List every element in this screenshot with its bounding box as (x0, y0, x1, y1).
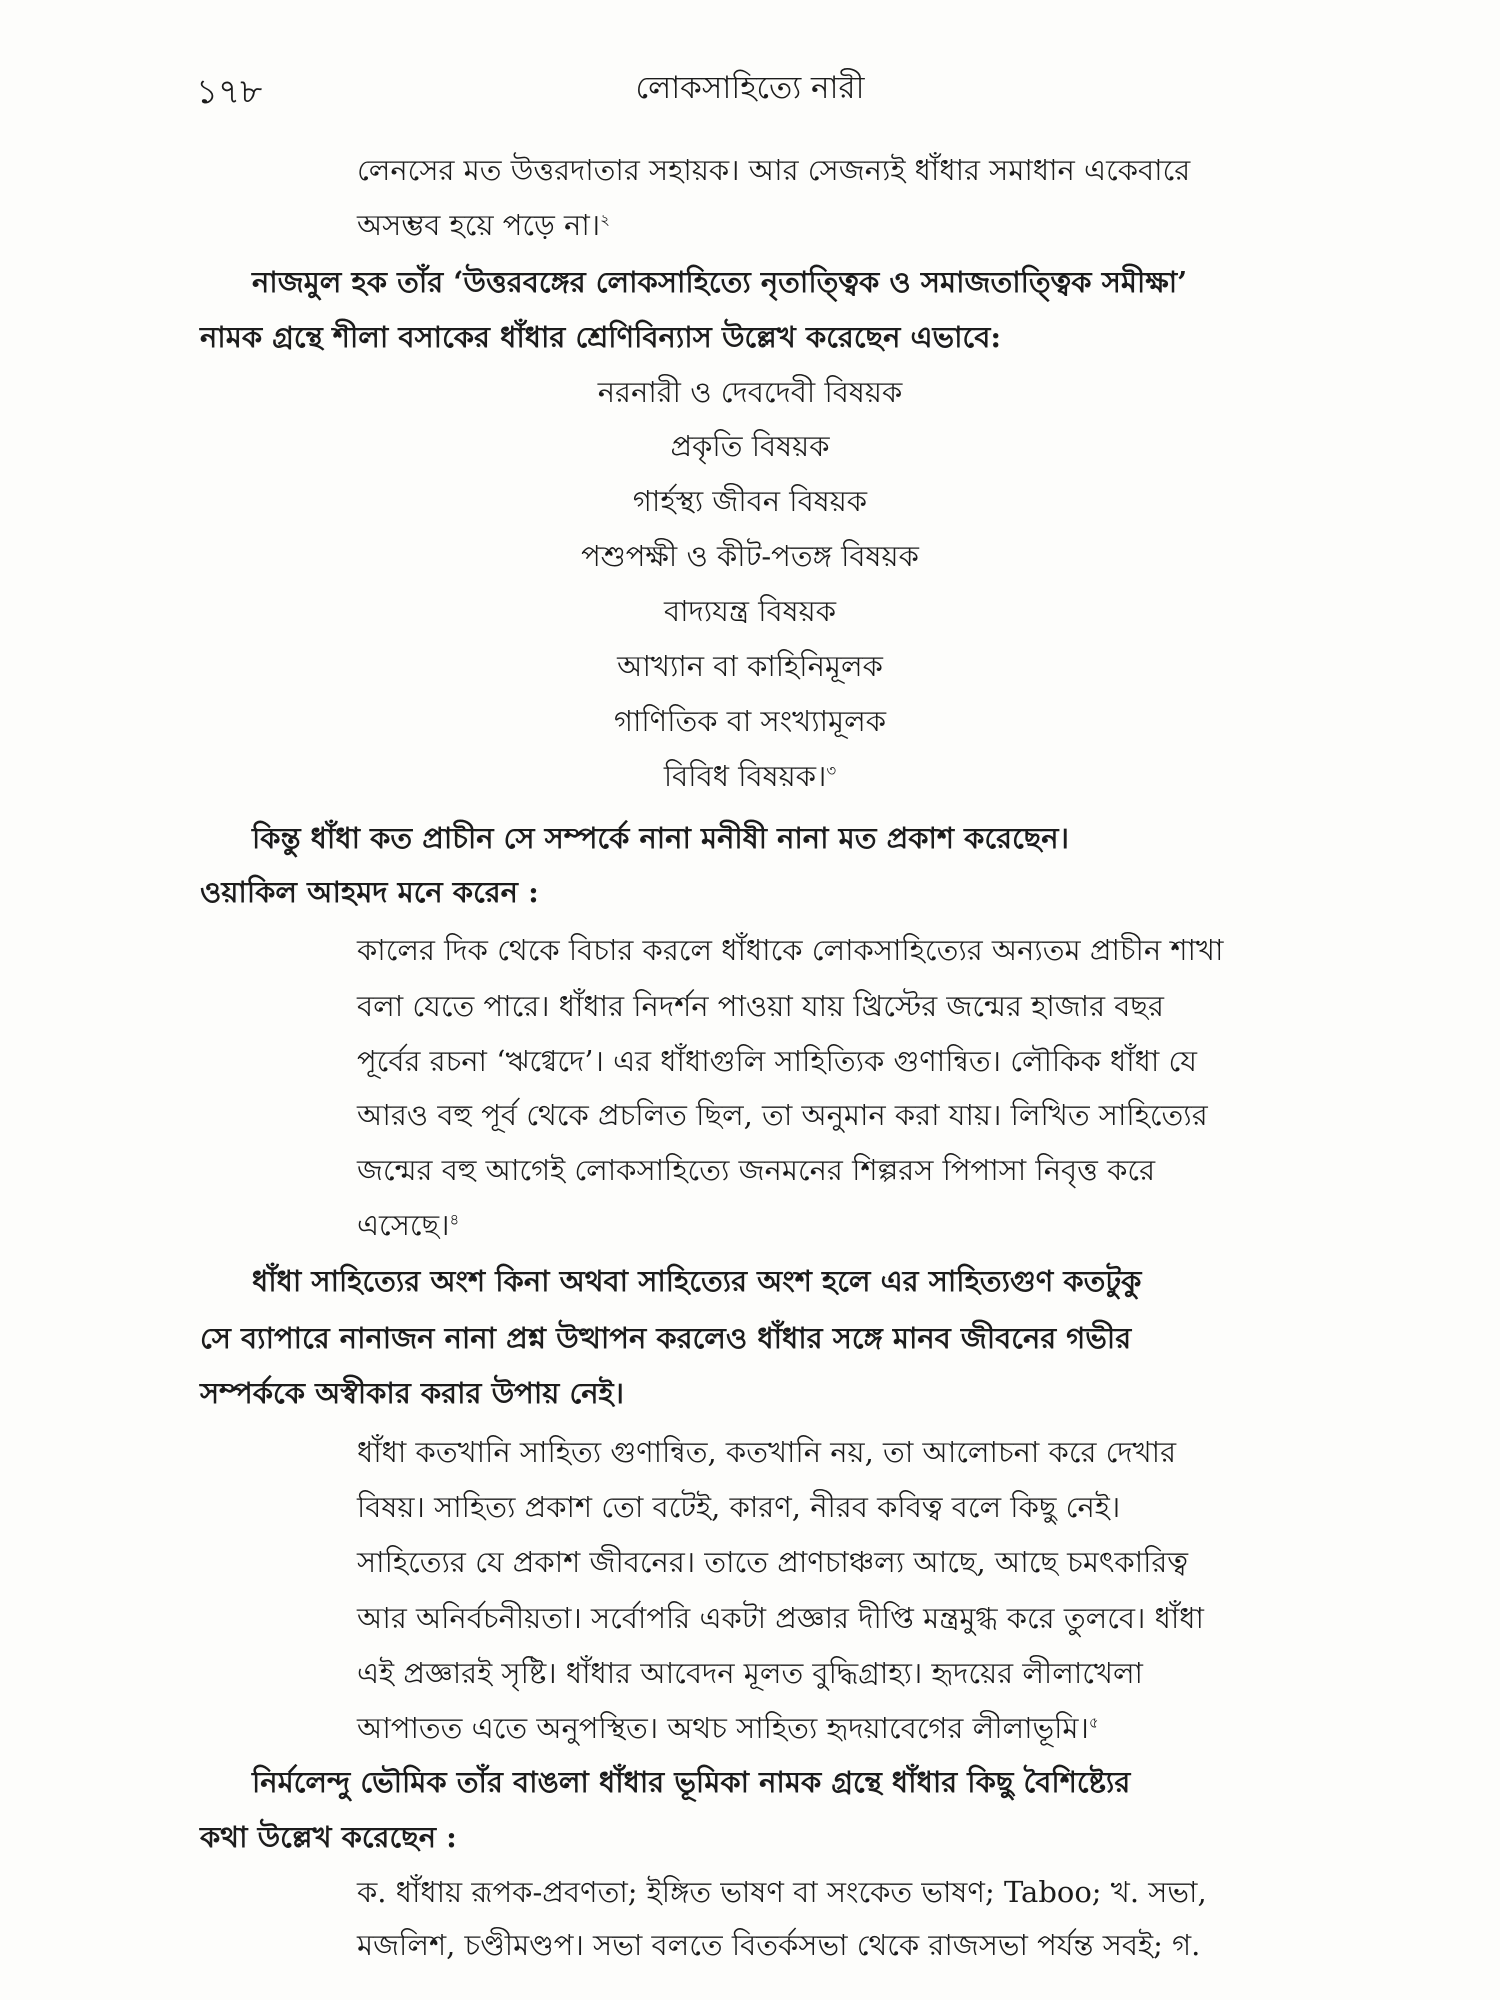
line-text: এসেছে। (357, 1208, 450, 1242)
line-text: গাণিতিক বা সংখ্যামূলক (613, 704, 887, 738)
line-text: কিন্তু ধাঁধা কত প্রাচীন সে সম্পর্কে নানা মনীষী নানা মত প্রকাশ করেছেন। (252, 821, 1069, 855)
text-line (357, 1487, 1120, 1527)
list-item (0, 481, 1500, 521)
page-number: ১৭৮ (196, 72, 263, 112)
text-line (357, 1150, 1155, 1190)
line-text: নামক গ্রন্থে শীলা বসাকের ধাঁধার শ্রেণিবিন্যাস উল্লেখ করেছেন এভাবে: (200, 320, 1002, 354)
text-line (357, 1598, 1204, 1638)
line-text: ধাঁধা কতখানি সাহিত্য গুণান্বিত, কতখানি নয়, তা আলোচনা করে দেখার (357, 1435, 1177, 1469)
list-item (0, 591, 1500, 631)
text-line (357, 150, 1190, 190)
line-text: সাহিত্যের যে প্রকাশ জীবনের। তাতে প্রাণচাঞ্চল্য আছে, আছে চমৎকারিত্ব (357, 1545, 1189, 1579)
footnote-marker: ৫ (1088, 1713, 1099, 1732)
line-text: কথা উল্লেখ করেছেন : (200, 1820, 457, 1854)
text-line (252, 818, 1069, 858)
footnote-marker: ২ (600, 210, 610, 229)
line-text: ওয়াকিল আহমদ মনে করেন : (200, 875, 539, 909)
line-text: নির্মলেন্দু ভৌমিক তাঁর বাঙলা ধাঁধার ভূমিকা নামক গ্রন্থে ধাঁধার কিছু বৈশিষ্ট্যের (252, 1765, 1131, 1799)
line-text: আপাতত এতে অনুপস্থিত। অথচ সাহিত্য হৃদয়াবেগের লীলাভূমি। (357, 1711, 1089, 1745)
line-text: নাজমুল হক তাঁর ‘উত্তরবঙ্গের লোকসাহিত্যে নৃতাত্ত্বিক ও সমাজতাত্ত্বিক সমীক্ষা’ (252, 265, 1188, 299)
running-title: লোকসাহিত্যে নারী (635, 70, 865, 106)
text-line (357, 1041, 1197, 1081)
footnote-marker: ৩ (826, 761, 837, 780)
text-line (357, 1432, 1176, 1472)
line-text: এই প্রজ্ঞারই সৃষ্টি। ধাঁধার আবেদন মূলত বুদ্ধিগ্রাহ্য। হৃদয়ের লীলাখেলা (357, 1656, 1143, 1690)
text-line (357, 1653, 1143, 1693)
text-line (357, 1095, 1208, 1135)
line-text: সম্পর্ককে অস্বীকার করার উপায় নেই। (200, 1376, 624, 1410)
list-item (0, 426, 1500, 466)
text-line (357, 1872, 1207, 1912)
line-text: লেনসের মত উত্তরদাতার সহায়ক। আর সেজন্যই ধাঁধার সমাধান একেবারে (357, 153, 1191, 187)
text-line (252, 262, 1187, 302)
line-text: ক. ধাঁধায় রূপক-প্রবণতা; ইঙ্গিত ভাষণ বা সংকেত ভাষণ; Taboo; খ. সভা, (357, 1875, 1207, 1909)
text-line (357, 930, 1223, 970)
text-line (357, 1708, 1099, 1748)
line-text: জন্মের বহু আগেই লোকসাহিত্যে জনমনের শিল্পরস পিপাসা নিবৃত্ত করে (357, 1153, 1156, 1187)
line-text: গার্হস্থ্য জীবন বিষয়ক (632, 484, 868, 518)
text-line (252, 1762, 1130, 1802)
list-item (0, 701, 1500, 741)
line-text: বাদ্যযন্ত্র বিষয়ক (663, 594, 837, 628)
line-text: পশুপক্ষী ও কীট-পতঙ্গ বিষয়ক (581, 539, 919, 573)
line-text: প্রকৃতি বিষয়ক (670, 429, 830, 463)
line-text: মজলিশ, চণ্ডীমণ্ডপ। সভা বলতে বিতর্কসভা থেকে রাজসভা পর্যন্ত সবই; গ. (357, 1928, 1201, 1962)
line-text: কালের দিক থেকে বিচার করলে ধাঁধাকে লোকসাহিত্যের অন্যতম প্রাচীন শাখা (357, 933, 1224, 967)
text-line (357, 1542, 1188, 1582)
line-text: আরও বহু পূর্ব থেকে প্রচলিত ছিল, তা অনুমান করা যায়। লিখিত সাহিত্যের (357, 1098, 1208, 1132)
text-line (200, 872, 539, 912)
line-text: বিষয়। সাহিত্য প্রকাশ তো বটেই, কারণ, নীরব কবিত্ব বলে কিছু নেই। (357, 1490, 1121, 1524)
text-line (357, 1205, 459, 1245)
text-line (200, 1318, 1131, 1358)
line-text: অসম্ভব হয়ে পড়ে না। (357, 208, 601, 242)
line-text: বলা যেতে পারে। ধাঁধার নিদর্শন পাওয়া যায় খ্রিস্টের জন্মের হাজার বছর (357, 989, 1164, 1023)
line-text: ধাঁধা সাহিত্যের অংশ কিনা অথবা সাহিত্যের অংশ হলে এর সাহিত্যগুণ কতটুকু (252, 1264, 1142, 1298)
text-line (200, 317, 1001, 357)
line-text: আর অনির্বচনীয়তা। সর্বোপরি একটা প্রজ্ঞার দীপ্তি মন্ত্রমুগ্ধ করে তুলবে। ধাঁধা (357, 1601, 1204, 1635)
text-line (357, 205, 610, 245)
line-text: আখ্যান বা কাহিনিমূলক (617, 649, 883, 683)
list-item (0, 756, 1500, 796)
line-text: নরনারী ও দেবদেবী বিষয়ক (597, 375, 903, 409)
list-item (0, 372, 1500, 412)
line-text: বিবিধ বিষয়ক। (663, 759, 827, 793)
footnote-marker: ৪ (449, 1210, 460, 1229)
text-line (357, 986, 1164, 1026)
list-item (0, 536, 1500, 576)
list-item (0, 646, 1500, 686)
page-header (0, 60, 1500, 110)
text-line (200, 1373, 624, 1413)
text-line (252, 1261, 1141, 1301)
text-line (357, 1925, 1200, 1965)
text-line (200, 1817, 457, 1857)
line-text: সে ব্যাপারে নানাজন নানা প্রশ্ন উত্থাপন করলেও ধাঁধার সঙ্গে মানব জীবনের গভীর (200, 1321, 1132, 1355)
line-text: পূর্বের রচনা ‘ঋগ্বেদে’। এর ধাঁধাগুলি সাহিত্যিক গুণান্বিত। লৌকিক ধাঁধা যে (357, 1044, 1198, 1078)
